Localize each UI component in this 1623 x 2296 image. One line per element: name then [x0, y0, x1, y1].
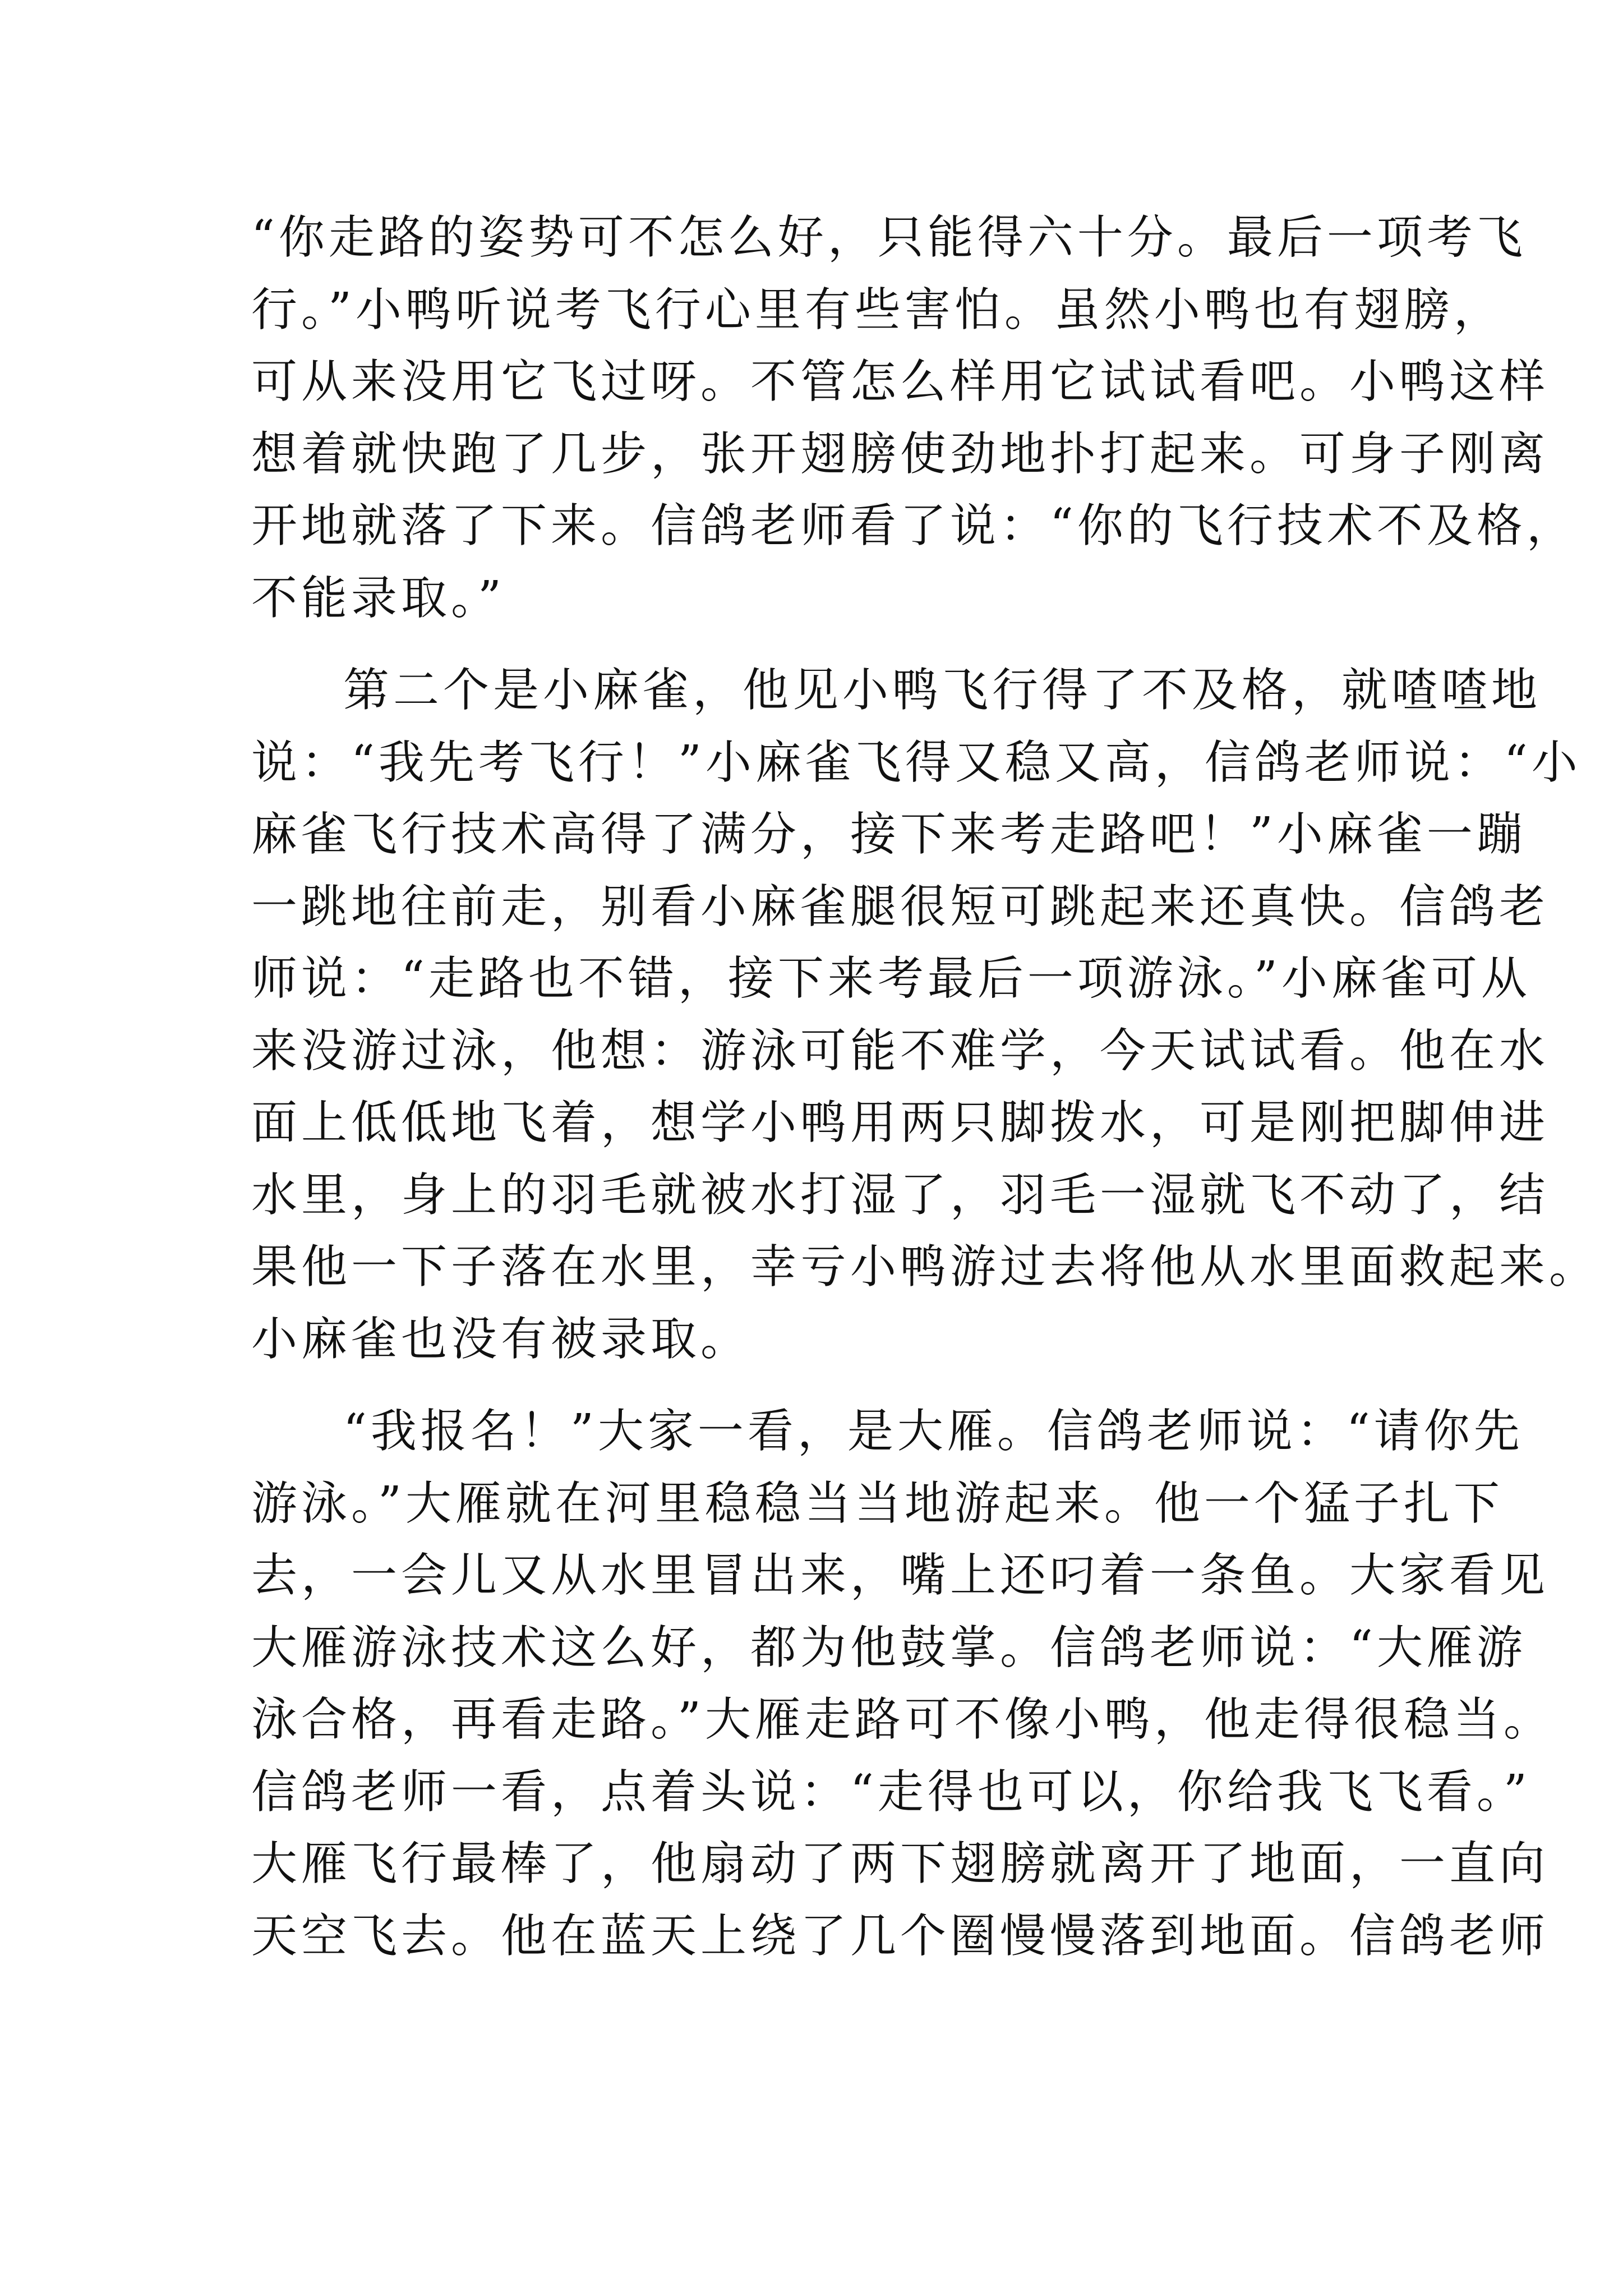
text-line: 天空飞去。他在蓝天上绕了几个圈慢慢落到地面。信鸽老师 [251, 1909, 1550, 1963]
text-line: 一跳地往前走，别看小麻雀腿很短可跳起来还真快。信鸽老 [251, 880, 1550, 933]
text-line: 师说：“走路也不错，接下来考最后一项游泳。”小麻雀可从 [251, 952, 1531, 1005]
text-line: 去，一会儿又从水里冒出来，嘴上还叼着一条鱼。大家看见 [251, 1549, 1550, 1602]
text-line: 不能录取。” [251, 571, 505, 625]
text-line: 大雁游泳技术这么好，都为他鼓掌。信鸽老师说：“大雁游 [251, 1621, 1527, 1674]
text-line: 面上低低地飞着，想学小鸭用两只脚拨水，可是刚把脚伸进 [251, 1096, 1550, 1149]
text-line: 泳合格，再看走路。”大雁走路可不像小鸭，他走得很稳当。 [251, 1693, 1553, 1746]
text-line: 可从来没用它飞过呀。不管怎么样用它试试看吧。小鸭这样 [251, 355, 1550, 408]
text-line: 开地就落了下来。信鸽老师看了说：“你的飞行技术不及格， [251, 499, 1576, 553]
text-line: 大雁飞行最棒了，他扇动了两下翅膀就离开了地面，一直向 [251, 1837, 1550, 1890]
text-line: 果他一下子落在水里，幸亏小鸭游过去将他从水里面救起来。 [251, 1240, 1599, 1294]
text-line: 说：“我先考飞行！”小麻雀飞得又稳又高，信鸽老师说：“小 [251, 735, 1581, 789]
text-line: “我报名！”大家一看，是大雁。信鸽老师说：“请你先 [343, 1405, 1524, 1458]
text-line: 信鸽老师一看，点着头说：“走得也可以，你给我飞飞看。” [251, 1765, 1531, 1819]
text-line: 想着就快跑了几步，张开翅膀使劲地扑打起来。可身子刚离 [251, 427, 1550, 481]
text-line: 麻雀飞行技术高得了满分，接下来考走路吧！”小麻雀一蹦 [251, 808, 1527, 861]
text-line: 第二个是小麻雀，他见小鸭飞行得了不及格，就喳喳地 [343, 664, 1542, 717]
text-line: 来没游过泳，他想：游泳可能不难学，今天试试看。他在水 [251, 1024, 1550, 1078]
text-line: “你走路的姿势可不怎么好，只能得六十分。最后一项考飞 [251, 211, 1527, 264]
text-line: 水里，身上的羽毛就被水打湿了，羽毛一湿就飞不动了，结 [251, 1168, 1550, 1222]
text-line: 游泳。”大雁就在河里稳稳当当地游起来。他一个猛子扎下 [251, 1476, 1504, 1530]
text-line: 小麻雀也没有被录取。 [251, 1312, 751, 1366]
story-text [251, 202, 1599, 1972]
text-line: 行。”小鸭听说考飞行心里有些害怕。虽然小鸭也有翅膀， [251, 283, 1504, 337]
